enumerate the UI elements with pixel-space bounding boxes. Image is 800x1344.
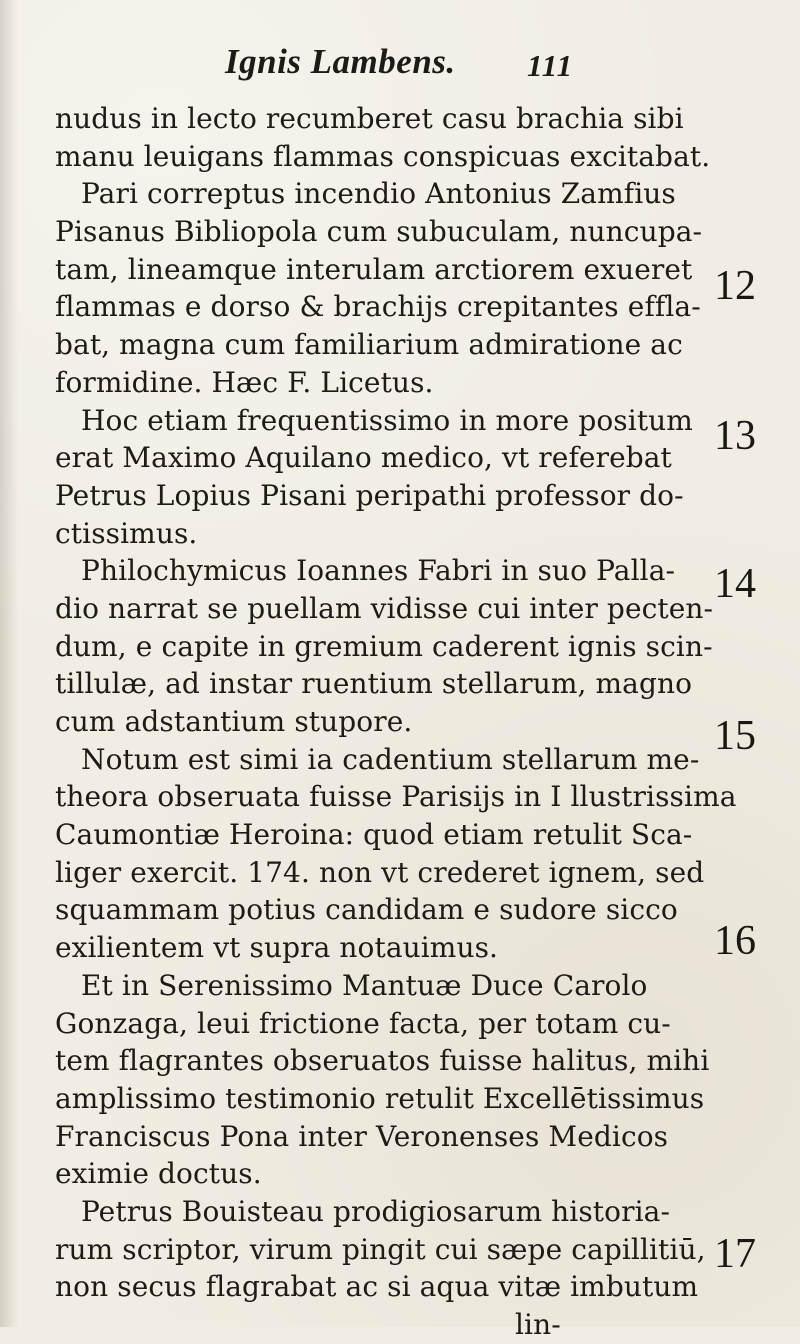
text-line: tem flagrantes obseruatos fuisse halitus, mihi: [55, 1044, 710, 1078]
page-number: 111: [527, 48, 574, 83]
text-line: tillulæ, ad instar ruentium stellarum, magno: [55, 667, 693, 701]
text-line: Pari correptus incendio Antonius Zamfius: [81, 177, 676, 211]
text-line: tam, lineamque interulam arctiorem exueret: [55, 252, 693, 286]
text-line: non secus flagrabat ac si aqua vitæ imbutum: [55, 1270, 699, 1304]
text-line: dio narrat se puellam vidisse cui inter pecten-: [55, 591, 714, 625]
text-line: bat, magna cum familiarium admiratione ac: [55, 328, 683, 362]
text-line: ctissimus.: [55, 516, 198, 550]
page-gutter-shadow: [0, 0, 18, 1327]
margin-number: 13: [714, 413, 756, 459]
text-line: dum, e capite in gremium caderent ignis scin-: [55, 629, 713, 663]
text-line: exilientem vt supra notauimus.: [55, 931, 499, 965]
text-line: eximie doctus.: [55, 1157, 262, 1191]
text-line: flammas e dorso & brachijs crepitantes effla-: [55, 290, 701, 324]
text-line: formidine. Hæc F. Licetus.: [55, 365, 434, 399]
text-line: Franciscus Pona inter Veronenses Medicos: [55, 1119, 669, 1153]
margin-number: 14: [714, 561, 756, 607]
text-line: Pisanus Bibliopola cum subuculam, nuncupa-: [55, 215, 703, 249]
running-title: Ignis Lambens.: [225, 42, 456, 81]
catchword: lin-: [515, 1308, 561, 1341]
text-line: amplissimo testimonio retulit Excellētissimus: [55, 1081, 705, 1115]
text-line: squammam potius candidam e sudore sicco: [55, 893, 678, 927]
margin-number: 15: [714, 713, 756, 759]
margin-number: 17: [714, 1231, 756, 1277]
running-head: [0, 42, 800, 92]
text-line: theora obseruata fuisse Parisijs in I llustrissima: [55, 780, 737, 814]
margin-number: 12: [714, 263, 756, 309]
text-line: Hoc etiam frequentissimo in more positum: [81, 403, 693, 437]
text-line: Notum est simi ia cadentium stellarum me-: [81, 742, 700, 776]
text-line: Gonzaga, leui frictione facta, per totam cu-: [55, 1006, 671, 1040]
text-line: Philochymicus Ioannes Fabri in suo Palla-: [81, 554, 676, 588]
text-line: cum adstantium stupore.: [55, 705, 413, 738]
text-line: rum scriptor, virum pingit cui sæpe capillitiū,: [55, 1232, 706, 1266]
text-line: Petrus Lopius Pisani peripathi professor do-: [55, 478, 684, 512]
text-line: nudus in lecto recumberet casu brachia sibi: [55, 102, 684, 135]
text-line: erat Maximo Aquilano medico, vt referebat: [55, 441, 672, 475]
text-line: Petrus Bouisteau prodigiosarum historia-: [81, 1194, 671, 1228]
text-line: Et in Serenissimo Mantuæ Duce Carolo: [81, 968, 648, 1002]
margin-number: 16: [714, 918, 756, 964]
text-line: Caumontiæ Heroina: quod etiam retulit Sca-: [55, 818, 693, 852]
text-line: manu leuigans flammas conspicuas excitabat.: [55, 139, 711, 173]
text-line: liger exercit. 174. non vt crederet ignem, sed: [55, 855, 705, 889]
